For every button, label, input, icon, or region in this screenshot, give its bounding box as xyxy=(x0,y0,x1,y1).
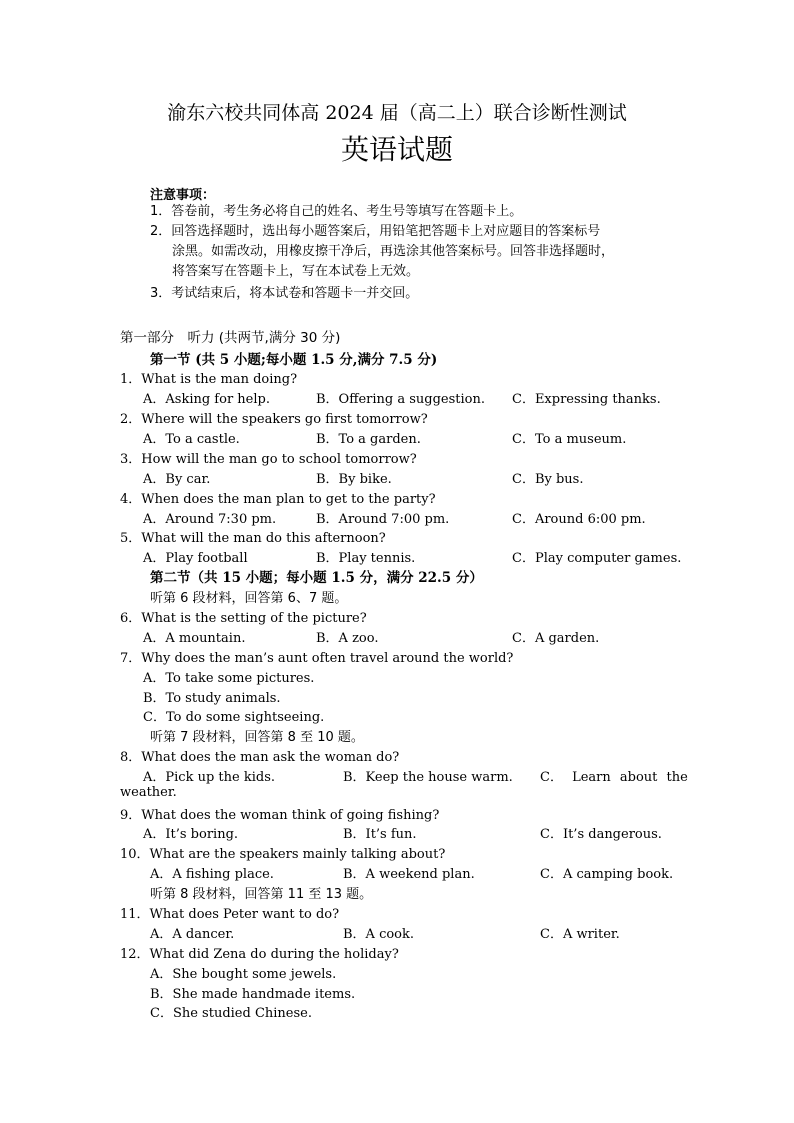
option-c: C． Learn about the xyxy=(540,770,688,785)
exam-title: 英语试题 xyxy=(340,133,453,166)
option-b: B．It’s fun. xyxy=(343,827,417,842)
option-a: A．She bought some jewels. xyxy=(150,967,337,982)
option-c: C．By bus. xyxy=(512,472,584,487)
exam-header-line1: 渝东六校共同体高 2024 届（高二上）联合诊断性测试 xyxy=(167,102,627,124)
question-stem: 6．What is the setting of the picture? xyxy=(120,611,367,626)
option-c: C．Around 6:00 pm. xyxy=(512,512,646,527)
option-b: B．Keep the house warm. xyxy=(343,770,513,785)
notice-item: 3．考试结束后，将本试卷和答题卡一并交回。 xyxy=(150,286,419,301)
listening-instruction: 听第 8 段材料，回答第 11 至 13 题。 xyxy=(150,887,373,902)
option-a: A．A mountain. xyxy=(143,631,246,646)
notice-item: 2．回答选择题时，选出每小题答案后，用铅笔把答题卡上对应题目的答案标号 xyxy=(150,224,601,239)
option-c: C．She studied Chinese. xyxy=(150,1006,312,1021)
question-stem: 2．Where will the speakers go first tomorrow? xyxy=(120,412,428,427)
option-c: C．A garden. xyxy=(512,631,600,646)
section-heading: 第二节（共 15 小题；每小题 1.5 分，满分 22.5 分） xyxy=(150,570,483,586)
option-b: B．Around 7:00 pm. xyxy=(316,512,450,527)
section-heading: 第一节 (共 5 小题;每小题 1.5 分,满分 7.5 分) xyxy=(150,352,438,368)
option-b: B．She made handmade items. xyxy=(150,987,356,1002)
option-a: A．A fishing place. xyxy=(150,867,274,882)
question-stem: 8．What does the man ask the woman do? xyxy=(120,750,400,765)
option-b: B．To study animals. xyxy=(143,691,281,706)
question-stem: 4．When does the man plan to get to the party? xyxy=(120,492,436,507)
question-stem: 5．What will the man do this afternoon? xyxy=(120,531,386,546)
notice-heading: 注意事项： xyxy=(150,188,216,203)
option-c: C．A writer. xyxy=(540,927,620,942)
question-stem: 7．Why does the man’s aunt often travel around the world? xyxy=(120,651,514,666)
question-stem: 11．What does Peter want to do? xyxy=(120,907,340,922)
notice-item: 涂黑。如需改动，用橡皮擦干净后，再选涂其他答案标号。回答非选择题时， xyxy=(172,244,615,259)
option-a: A．It’s boring. xyxy=(143,827,239,842)
notice-item: 将答案写在答题卡上，写在本试卷上无效。 xyxy=(172,264,420,279)
question-stem: 12．What did Zena do during the holiday? xyxy=(120,947,399,962)
option-c: C．To a museum. xyxy=(512,432,627,447)
option-a: A．Play football xyxy=(143,551,248,566)
listening-instruction: 听第 7 段材料，回答第 8 至 10 题。 xyxy=(150,730,364,745)
option-b: B．A weekend plan. xyxy=(343,867,475,882)
option-a: A．By car. xyxy=(143,472,211,487)
option-a: A．Pick up the kids. xyxy=(143,770,275,785)
option-b: B．By bike. xyxy=(316,472,392,487)
notice-item: 1．答卷前，考生务必将自己的姓名、考生号等填写在答题卡上。 xyxy=(150,204,523,219)
part-heading: 第一部分 听力 (共两节,满分 30 分) xyxy=(120,330,341,346)
listening-instruction: 听第 6 段材料，回答第 6、7 题。 xyxy=(150,591,348,606)
option-c: C．Expressing thanks. xyxy=(512,392,661,407)
option-a: A．To a castle. xyxy=(143,432,240,447)
option-b: B．A zoo. xyxy=(316,631,379,646)
option-a: A．Around 7:30 pm. xyxy=(143,512,277,527)
option-a: A．Asking for help. xyxy=(143,392,270,407)
question-stem: 10．What are the speakers mainly talking about? xyxy=(120,847,446,862)
option-a: A．A dancer. xyxy=(150,927,235,942)
option-a: A．To take some pictures. xyxy=(143,671,315,686)
option-b: B．Offering a suggestion. xyxy=(316,392,485,407)
question-stem: 3．How will the man go to school tomorrow? xyxy=(120,452,417,467)
option-c: C．To do some sightseeing. xyxy=(143,710,325,725)
option-b: B．Play tennis. xyxy=(316,551,416,566)
option-b: B．A cook. xyxy=(343,927,415,942)
option-c: C．Play computer games. xyxy=(512,551,682,566)
question-stem: 9．What does the woman think of going fishing? xyxy=(120,808,440,823)
option-c: C．A camping book. xyxy=(540,867,674,882)
option-c: C．It’s dangerous. xyxy=(540,827,662,842)
option-c-continued: weather. xyxy=(120,785,177,800)
option-b: B．To a garden. xyxy=(316,432,421,447)
question-stem: 1．What is the man doing? xyxy=(120,372,298,387)
